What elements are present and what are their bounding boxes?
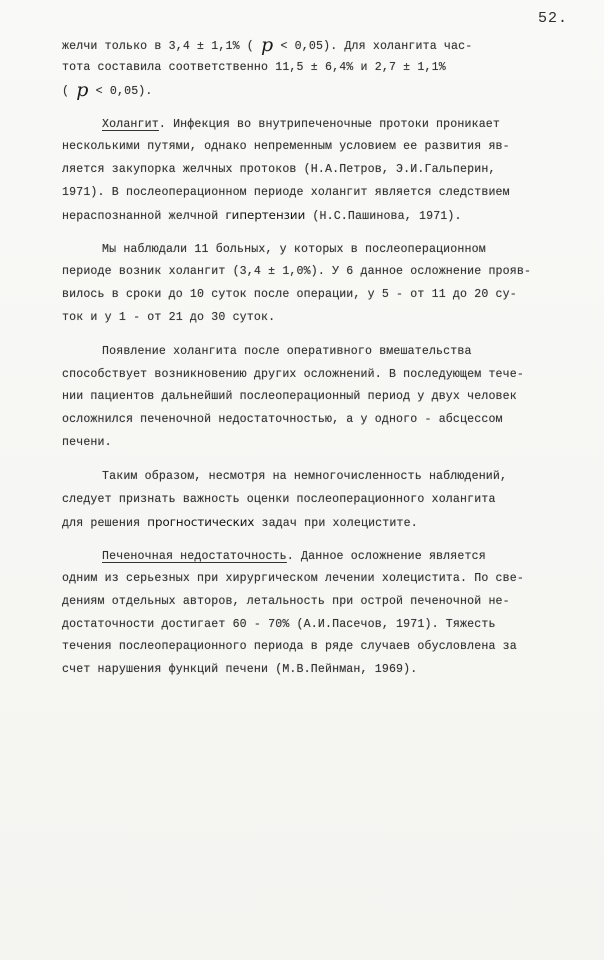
line-text: Таким образом, несмотря на немногочисленность наблюдений, bbox=[102, 470, 508, 484]
section-heading: Холангит bbox=[102, 117, 159, 131]
line-text: для решения bbox=[62, 517, 148, 531]
line-text: желчи только в 3,4 ± 1,1% ( bbox=[62, 40, 262, 53]
line-text: счет нарушения функций печени (М.В.Пейнман, 1969). bbox=[62, 662, 418, 676]
text-line bbox=[62, 546, 574, 569]
page-number: 52. bbox=[537, 10, 568, 27]
p-value-symbol: p bbox=[76, 79, 89, 102]
text-line bbox=[62, 659, 574, 682]
text-line bbox=[62, 591, 574, 614]
document-body bbox=[62, 34, 574, 681]
text-line bbox=[62, 79, 574, 102]
line-text: одним из серьезных при хирургическом лечении холецистита. По све- bbox=[62, 572, 524, 586]
text-line bbox=[62, 511, 574, 534]
text-line bbox=[62, 636, 574, 659]
line-text: печени. bbox=[62, 435, 112, 449]
text-line bbox=[62, 261, 574, 284]
text-line bbox=[62, 182, 574, 205]
line-text: течения послеоперационного периода в ряде случаев обусловлена за bbox=[62, 640, 517, 654]
text-line bbox=[62, 34, 574, 57]
text-line bbox=[62, 136, 574, 159]
text-line bbox=[62, 114, 574, 137]
line-text: дениям отдельных авторов, летальность при острой печеночной не- bbox=[62, 595, 510, 609]
line-text: ( bbox=[62, 85, 77, 99]
text-line bbox=[62, 568, 574, 591]
section-heading: Печеночная недостаточность bbox=[102, 549, 287, 563]
p-value-symbol: p bbox=[261, 34, 274, 56]
line-text: Появление холангита после оперативного вмешательства bbox=[102, 345, 472, 359]
text-line bbox=[62, 159, 574, 182]
line-text: ток и у 1 - от 21 до 30 суток. bbox=[62, 310, 276, 324]
line-text: способствует возникновению других осложнений. В последующем тече- bbox=[62, 367, 524, 381]
paragraph-gap bbox=[62, 534, 574, 546]
text-line bbox=[62, 341, 574, 364]
paragraph-gap bbox=[62, 102, 574, 114]
paragraph-gap bbox=[62, 227, 574, 239]
text-line bbox=[62, 307, 574, 330]
line-text: . Инфекция во внутрипеченочные протоки проникает bbox=[158, 117, 501, 131]
line-text: следует признать важность оценки послеоперационного холангита bbox=[62, 492, 496, 506]
line-text: нераспознанной желчной bbox=[62, 210, 226, 224]
inserted-word: прогностических bbox=[147, 515, 255, 530]
line-text: . Данное осложнение является bbox=[286, 549, 486, 563]
line-text-tail: (Н.С.Пашинова, 1971). bbox=[305, 210, 462, 224]
line-text: периоде возник холангит (3,4 ± 1,0%). У 6 данное осложнение прояв- bbox=[62, 265, 532, 279]
text-line bbox=[62, 239, 574, 262]
text-line bbox=[62, 614, 574, 637]
line-text: тота составила соответственно 11,5 ± 6,4% и 2,7 ± 1,1% bbox=[62, 60, 446, 74]
paragraph-gap bbox=[62, 329, 574, 341]
inserted-word: гипертензии bbox=[225, 208, 306, 223]
line-text: вилось в сроки до 10 суток после операции, у 5 - от 11 до 20 су- bbox=[62, 287, 517, 301]
line-text: нии пациентов дальнейший послеоперационный период у двух человек bbox=[62, 390, 517, 404]
text-line bbox=[62, 386, 574, 409]
line-text: 1971). В послеоперационном периоде холангит является следствием bbox=[62, 185, 510, 199]
line-text-tail: задач при холецистите. bbox=[254, 517, 418, 531]
text-line bbox=[62, 432, 574, 455]
line-text: осложнился печеночной недостаточностью, а у одного - абсцессом bbox=[62, 412, 503, 426]
line-text: ляется закупорка желчных протоков (Н.А.Петров, Э.И.Гальперин, bbox=[62, 162, 496, 176]
text-line bbox=[62, 204, 574, 227]
line-text: Мы наблюдали 11 больных, у которых в послеоперационном bbox=[102, 242, 486, 256]
text-line bbox=[62, 466, 574, 489]
line-text: достаточности достигает 60 - 70% (А.И.Пасечов, 1971). Тяжесть bbox=[62, 617, 496, 631]
text-line bbox=[62, 364, 574, 387]
line-text-tail: < 0,05). Для холангита час- bbox=[273, 40, 473, 53]
line-text: несколькими путями, однако непременным условием ее развития яв- bbox=[62, 140, 510, 154]
text-line bbox=[62, 284, 574, 307]
line-text-tail: < 0,05). bbox=[88, 85, 153, 99]
text-line bbox=[62, 409, 574, 432]
paragraph-gap bbox=[62, 454, 574, 466]
text-line bbox=[62, 57, 574, 80]
text-line bbox=[62, 489, 574, 512]
